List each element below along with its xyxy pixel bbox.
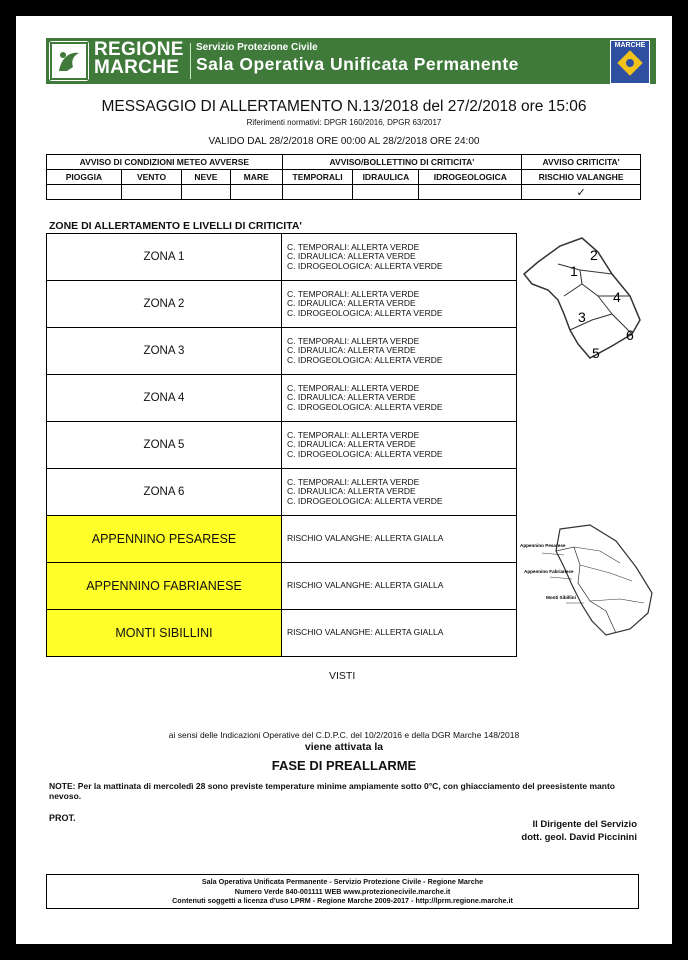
note-text [49,781,649,801]
avvisi-table [46,154,641,200]
avalanche-zone-name: APPENNINO PESARESE [47,516,282,563]
footer-line-2: Numero Verde 840-001111 WEB www.protezionecivile.marche.it [234,886,451,896]
header-banner [46,38,656,84]
avvisi-header-row [47,170,641,185]
service-name: Servizio Protezione Civile [196,42,318,53]
badge-label: MARCHE [614,42,646,49]
map-label-3: 3 [578,309,586,325]
criticality-line: C. IDRAULICA: ALLERTA VERDE [287,298,416,309]
avalanche-zone-name: APPENNINO FABRIANESE [47,563,282,610]
criticality-line: C. IDROGEOLOGICA: ALLERTA VERDE [287,448,443,459]
avalanche-row [47,563,517,610]
region-line-1: REGIONE [94,39,184,60]
region-name [94,41,184,77]
group-criticita: AVVISO/BOLLETTINO DI CRITICITA' [282,155,521,170]
avalanche-risk: RISCHIO VALANGHE: ALLERTA GIALLA [282,516,517,563]
phase-title: FASE DI PREALLARME [271,758,417,773]
zone-row [47,375,517,422]
criticality-line: C. IDROGEOLOGICA: ALLERTA VERDE [287,495,443,506]
legal-basis: ai sensi delle Indicazioni Operative del C.D.P.C. del 10/2/2016 e della DGR Marche 148/2018 [168,730,520,740]
zone-name: ZONA 3 [47,328,282,375]
zone-row [47,234,517,281]
criticality-line: C. IDRAULICA: ALLERTA VERDE [287,251,416,262]
region-outline [524,238,640,358]
avalanche-risk: RISCHIO VALANGHE: ALLERTA GIALLA [282,610,517,657]
avalanche-zone-name: MONTI SIBILLINI [47,610,282,657]
criticality-line: C. TEMPORALI: ALLERTA VERDE [287,335,420,346]
col-header: TEMPORALI [282,170,353,185]
avalanche-row [47,610,517,657]
cell-value [353,185,419,200]
message-title: MESSAGGIO DI ALLERTAMENTO N.13/2018 del 27/2/2018 ore 15:06 [101,98,587,115]
criticality-line: C. IDRAULICA: ALLERTA VERDE [287,486,416,497]
cell-value [121,185,181,200]
zone-row [47,328,517,375]
criticality-line: C. TEMPORALI: ALLERTA VERDE [287,476,420,487]
region-outline [556,525,652,635]
service-room-name: Sala Operativa Unificata Permanente [196,54,519,74]
header-divider [190,43,191,79]
legal-references: Riferimenti normativi: DPGR 160/2016, DPGR 63/2017 [246,118,442,127]
criticality-line: C. TEMPORALI: ALLERTA VERDE [287,429,420,440]
criticality-line: C. IDRAULICA: ALLERTA VERDE [287,392,416,403]
col-header: IDRAULICA [353,170,419,185]
badge-dot-icon [626,59,634,67]
zones-title: ZONE DI ALLERTAMENTO E LIVELLI DI CRITICITA' [49,220,302,232]
col-header: MARE [230,170,282,185]
visti-label: VISTI [329,670,356,682]
cell-value [282,185,353,200]
cell-value [182,185,230,200]
protezione-civile-logo [610,40,650,84]
map-label-6: 6 [626,327,634,343]
avvisi-value-row [47,185,641,200]
col-header: NEVE [182,170,230,185]
zone-criticality [282,234,517,281]
criticality-line: C. IDROGEOLOGICA: ALLERTA VERDE [287,401,443,412]
map-label-1: 1 [570,263,578,279]
signature-role: Il Dirigente del Servizio [532,819,637,830]
criticality-line: C. IDRAULICA: ALLERTA VERDE [287,439,416,450]
zone-criticality [282,422,517,469]
zone-name: ZONA 1 [47,234,282,281]
col-header: VENTO [121,170,181,185]
checkmark-icon: ✓ [522,185,641,200]
footer-line-1: Sala Operativa Unificata Permanente - Servizio Protezione Civile - Regione Marche [201,877,484,886]
zone-criticality [282,328,517,375]
map-label-4: 4 [613,289,621,305]
note-line-2: nevoso. [49,791,82,801]
criticality-line: C. IDROGEOLOGICA: ALLERTA VERDE [287,354,443,365]
avalanche-row [47,516,517,563]
map-label-5: 5 [592,345,600,361]
criticality-line: C. TEMPORALI: ALLERTA VERDE [287,241,420,252]
zone-row [47,469,517,516]
criticality-line: C. IDRAULICA: ALLERTA VERDE [287,345,416,356]
col-header: PIOGGIA [47,170,122,185]
region-logo [49,41,89,81]
zone-criticality [282,469,517,516]
zone-row [47,422,517,469]
criticality-line: C. IDROGEOLOGICA: ALLERTA VERDE [287,260,443,271]
group-avviso: AVVISO CRITICITA' [522,155,641,170]
footer-line-3: Contenuti soggetti a licenza d'uso LPRM - Regione Marche 2009-2017 - http://lprm.regione.marche.it [172,896,513,905]
note-line-1: NOTE: Per la mattinata di mercoledì 28 sono previste temperature minime ampiamente sotto 0°C, con ghiacciamento del preesistente manto [49,781,615,791]
protocol-label: PROT. [49,813,76,823]
criticality-line: C. TEMPORALI: ALLERTA VERDE [287,382,420,393]
avvisi-group-row [47,155,641,170]
zones-table [46,233,517,657]
zone-row [47,281,517,328]
map2-label-pesarese: Appennino Pesarese [520,543,566,548]
zone-criticality [282,375,517,422]
signature-name: dott. geol. David Piccinini [521,832,637,843]
cell-value [230,185,282,200]
avalanche-map [520,521,660,639]
zone-name: ZONA 6 [47,469,282,516]
activation-text: viene attivata la [304,741,384,753]
zone-name: ZONA 4 [47,375,282,422]
document-page [16,16,672,944]
region-line-2: MARCHE [94,57,180,78]
criticality-line: C. TEMPORALI: ALLERTA VERDE [287,288,420,299]
group-meteo: AVVISO DI CONDIZIONI METEO AVVERSE [47,155,283,170]
zones-map [520,234,652,364]
avalanche-risk: RISCHIO VALANGHE: ALLERTA GIALLA [282,563,517,610]
zone-name: ZONA 2 [47,281,282,328]
footer-box [46,874,639,909]
zones-body [47,234,517,657]
map2-label-fabrianese: Appennino Fabrianese [524,569,574,574]
cell-value [47,185,122,200]
col-header: IDROGEOLOGICA [419,170,522,185]
map-label-2: 2 [590,247,598,263]
criticality-line: C. IDROGEOLOGICA: ALLERTA VERDE [287,307,443,318]
cell-value [419,185,522,200]
zone-criticality [282,281,517,328]
zone-name: ZONA 5 [47,422,282,469]
map2-label-sibillini: Monti Sibillini [546,595,576,600]
validity-period: VALIDO DAL 28/2/2018 ORE 00:00 AL 28/2/2018 ORE 24:00 [208,136,480,147]
col-header: RISCHIO VALANGHE [522,170,641,185]
